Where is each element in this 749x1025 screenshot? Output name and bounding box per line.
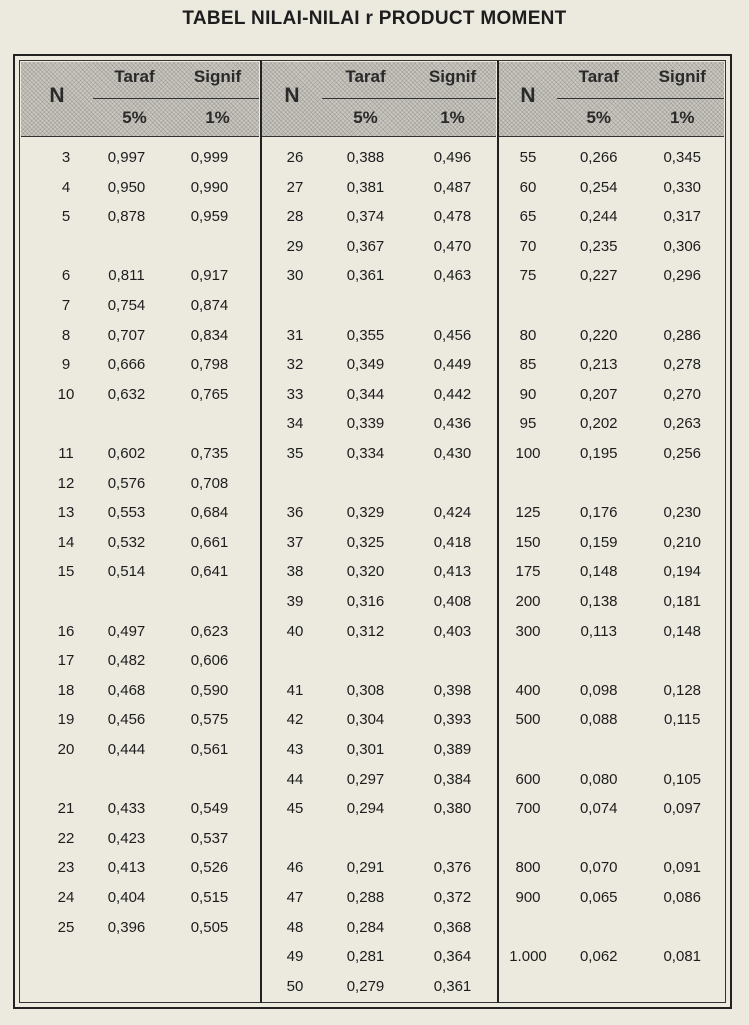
table-cell-1-percent: 0,361 [433, 977, 472, 995]
table-cell-5-percent: 0,074 [579, 800, 618, 818]
table-cell-n: 40 [286, 622, 304, 640]
header-5-percent: 5% [122, 108, 147, 127]
table-cell-5-percent: 0,444 [107, 741, 146, 758]
header-taraf: Taraf [578, 67, 619, 86]
table-cell-5-percent: 0,227 [579, 267, 618, 285]
table-cell-n: 25 [57, 918, 75, 936]
table-cell-1-percent: 0,364 [433, 948, 472, 966]
table-cell-1-percent: 0,368 [433, 918, 472, 936]
header-bottom-line [21, 136, 259, 137]
table-cell-5-percent: 0,329 [346, 504, 385, 522]
table-cell-1-percent: 0,641 [190, 563, 229, 581]
table-cell-n: 175 [515, 563, 541, 581]
table-cell-5-percent: 0,065 [579, 889, 618, 906]
table-cell-5-percent: 0,666 [107, 356, 146, 374]
table-cell-5-percent: 0,220 [579, 326, 618, 344]
table-cell-1-percent: 0,345 [663, 149, 702, 166]
table-cell-1-percent: 0,317 [663, 208, 702, 226]
table-cell-5-percent: 0,388 [346, 149, 385, 166]
table-cell-1-percent: 0,408 [433, 593, 472, 610]
table-cell-n: 75 [519, 267, 537, 285]
table-cell-5-percent: 0,207 [579, 385, 618, 403]
table-cell-1-percent: 0,380 [433, 800, 472, 818]
table-cell-1-percent: 0,148 [663, 622, 702, 640]
table-cell-1-percent: 0,515 [190, 889, 229, 906]
table-cell-1-percent: 0,735 [190, 445, 229, 462]
table-cell-n: 17 [57, 652, 75, 670]
table-cell-n: 500 [515, 711, 541, 729]
header-n: N [284, 84, 300, 107]
table-cell-n: 22 [57, 829, 75, 847]
table-cell-n: 90 [519, 385, 537, 403]
table-cell-5-percent: 0,213 [579, 356, 618, 374]
table-cell-n: 16 [57, 622, 75, 640]
table-cell-n: 32 [286, 356, 304, 374]
table-cell-1-percent: 0,917 [190, 267, 229, 285]
table-cell-n: 19 [57, 711, 75, 729]
table-cell-1-percent: 0,256 [663, 445, 702, 462]
table-cell-5-percent: 0,291 [346, 859, 385, 877]
table-cell-1-percent: 0,708 [190, 474, 229, 492]
table-cell-n: 30 [286, 267, 304, 285]
table-cell-5-percent: 0,195 [579, 445, 618, 462]
table-cell-n: 27 [286, 178, 304, 196]
table-cell-n: 1.000 [509, 948, 547, 966]
table-cell-n: 13 [57, 504, 75, 522]
table-cell-n: 400 [515, 681, 541, 699]
table-cell-5-percent: 0,088 [579, 711, 618, 729]
table-cell-n: 8 [61, 326, 71, 344]
table-cell-5-percent: 0,482 [107, 652, 146, 670]
table-cell-1-percent: 0,561 [190, 741, 229, 758]
table-cell-n: 44 [286, 770, 304, 788]
table-cell-1-percent: 0,086 [663, 889, 702, 906]
table-cell-1-percent: 0,306 [663, 237, 702, 255]
table-cell-1-percent: 0,487 [433, 178, 472, 196]
table-cell-5-percent: 0,254 [579, 178, 618, 196]
table-cell-n: 43 [286, 741, 304, 758]
table-cell-5-percent: 0,468 [107, 681, 146, 699]
table-cell-5-percent: 0,159 [579, 533, 618, 551]
table-cell-1-percent: 0,384 [433, 770, 472, 788]
table-cell-n: 34 [286, 415, 304, 433]
table-cell-5-percent: 0,113 [580, 622, 617, 640]
table-cell-n: 35 [286, 445, 304, 462]
table-cell-5-percent: 0,070 [579, 859, 618, 877]
table-cell-n: 23 [57, 859, 75, 877]
table-cell-n: 18 [57, 681, 75, 699]
table-cell-5-percent: 0,344 [346, 385, 385, 403]
header-5-percent: 5% [586, 108, 612, 127]
table-cell-1-percent: 0,798 [190, 356, 229, 374]
table-cell-5-percent: 0,279 [346, 977, 385, 995]
table-cell-5-percent: 0,950 [107, 178, 146, 196]
table-cell-5-percent: 0,266 [579, 149, 618, 166]
table-cell-5-percent: 0,244 [579, 208, 618, 226]
table-cell-n: 6 [61, 267, 71, 285]
table-cell-n: 50 [286, 977, 304, 995]
table-cell-n: 29 [286, 237, 304, 255]
table-cell-1-percent: 0,526 [190, 859, 229, 877]
table-cell-n: 12 [57, 474, 75, 492]
table-cell-n: 24 [57, 889, 75, 906]
table-cell-n: 47 [286, 889, 304, 906]
table-cell-n: 300 [515, 622, 541, 640]
table-cell-5-percent: 0,176 [579, 504, 618, 522]
table-cell-5-percent: 0,284 [346, 918, 385, 936]
table-cell-1-percent: 0,194 [663, 563, 702, 581]
table-cell-1-percent: 0,874 [190, 297, 229, 314]
header-bottom-line [262, 136, 496, 137]
table-cell-5-percent: 0,325 [346, 533, 385, 551]
table-cell-1-percent: 0,097 [663, 800, 702, 818]
table-cell-1-percent: 0,590 [190, 681, 229, 699]
table-cell-n: 11 [58, 445, 74, 462]
table-cell-n: 26 [286, 149, 304, 166]
table-cell-1-percent: 0,181 [663, 593, 702, 610]
header-5-percent: 5% [353, 108, 378, 127]
table-cell-5-percent: 0,381 [346, 178, 385, 196]
table-cell-n: 28 [286, 208, 304, 226]
table-cell-5-percent: 0,754 [107, 297, 146, 314]
table-cell-1-percent: 0,398 [433, 681, 472, 699]
header-divider [93, 98, 259, 99]
table-cell-5-percent: 0,288 [346, 889, 385, 906]
table-cell-1-percent: 0,449 [433, 356, 472, 374]
table-cell-n: 15 [57, 563, 75, 581]
table-cell-1-percent: 0,430 [433, 445, 472, 462]
table-cell-n: 42 [286, 711, 304, 729]
table-cell-5-percent: 0,811 [108, 267, 145, 285]
table-cell-1-percent: 0,834 [190, 326, 229, 344]
table-cell-5-percent: 0,312 [346, 622, 385, 640]
table-cell-1-percent: 0,661 [190, 533, 229, 551]
header-1-percent: 1% [205, 108, 230, 127]
header-n: N [49, 84, 65, 107]
header-taraf: Taraf [345, 67, 386, 86]
table-cell-1-percent: 0,549 [190, 800, 229, 818]
header-1-percent: 1% [669, 108, 695, 127]
table-cell-5-percent: 0,301 [346, 741, 385, 758]
table-cell-n: 48 [286, 918, 304, 936]
table-cell-1-percent: 0,296 [663, 267, 702, 285]
table-cell-n: 21 [57, 800, 75, 818]
table-cell-n: 800 [515, 859, 541, 877]
table-cell-5-percent: 0,320 [346, 563, 385, 581]
header-bottom-line [499, 136, 724, 137]
table-cell-n: 55 [519, 149, 537, 166]
table-cell-1-percent: 0,463 [433, 267, 472, 285]
table-cell-n: 39 [286, 593, 304, 610]
table-cell-1-percent: 0,372 [433, 889, 472, 906]
table-cell-1-percent: 0,999 [190, 149, 229, 166]
table-cell-5-percent: 0,602 [107, 445, 146, 462]
header-divider [557, 98, 724, 99]
table-cell-1-percent: 0,330 [663, 178, 702, 196]
table-cell-1-percent: 0,389 [433, 741, 472, 758]
table-cell-5-percent: 0,294 [346, 800, 385, 818]
table-cell-5-percent: 0,423 [107, 829, 146, 847]
table-cell-n: 33 [286, 385, 304, 403]
table-cell-1-percent: 0,115 [664, 711, 701, 729]
table-cell-n: 7 [61, 297, 71, 314]
table-cell-1-percent: 0,105 [663, 770, 702, 788]
table-cell-n: 5 [61, 208, 71, 226]
table-cell-1-percent: 0,278 [663, 356, 702, 374]
table-cell-n: 900 [515, 889, 541, 906]
table-cell-n: 20 [57, 741, 75, 758]
table-cell-1-percent: 0,684 [190, 504, 229, 522]
table-cell-5-percent: 0,281 [346, 948, 385, 966]
table-cell-n: 41 [286, 681, 304, 699]
table-cell-5-percent: 0,355 [346, 326, 385, 344]
table-cell-n: 9 [61, 356, 71, 374]
table-cell-1-percent: 0,959 [190, 208, 229, 226]
table-cell-5-percent: 0,138 [579, 593, 618, 610]
table-cell-1-percent: 0,393 [433, 711, 472, 729]
table-cell-n: 31 [286, 326, 304, 344]
table-cell-5-percent: 0,433 [107, 800, 146, 818]
table-cell-5-percent: 0,339 [346, 415, 385, 433]
table-cell-5-percent: 0,202 [579, 415, 618, 433]
table-cell-n: 49 [286, 948, 304, 966]
table-cell-5-percent: 0,532 [107, 533, 146, 551]
table-cell-5-percent: 0,413 [107, 859, 146, 877]
table-cell-n: 200 [515, 593, 541, 610]
table-cell-5-percent: 0,062 [579, 948, 618, 966]
table-cell-1-percent: 0,537 [190, 829, 229, 847]
table-cell-1-percent: 0,376 [433, 859, 472, 877]
table-cell-5-percent: 0,497 [107, 622, 146, 640]
table-cell-1-percent: 0,413 [433, 563, 472, 581]
table-cell-5-percent: 0,632 [107, 385, 146, 403]
table-cell-1-percent: 0,091 [663, 859, 702, 877]
table-cell-5-percent: 0,707 [107, 326, 146, 344]
table-cell-5-percent: 0,404 [107, 889, 146, 906]
table-cell-5-percent: 0,553 [107, 504, 146, 522]
table-cell-5-percent: 0,316 [346, 593, 385, 610]
table-cell-n: 14 [57, 533, 75, 551]
table-cell-1-percent: 0,470 [433, 237, 472, 255]
table-cell-n: 80 [519, 326, 537, 344]
table-cell-5-percent: 0,080 [579, 770, 618, 788]
table-cell-1-percent: 0,990 [190, 178, 229, 196]
table-cell-1-percent: 0,128 [663, 681, 702, 699]
table-cell-1-percent: 0,505 [190, 918, 229, 936]
table-cell-5-percent: 0,878 [107, 208, 146, 226]
table-cell-5-percent: 0,349 [346, 356, 385, 374]
header-n: N [520, 84, 536, 107]
header-signif: Signif [193, 67, 242, 86]
table-cell-n: 150 [515, 533, 541, 551]
table-cell-n: 85 [519, 356, 537, 374]
table-cell-5-percent: 0,997 [107, 149, 146, 166]
table-cell-5-percent: 0,297 [346, 770, 385, 788]
table-cell-5-percent: 0,361 [346, 267, 385, 285]
table-cell-1-percent: 0,606 [190, 652, 229, 670]
table-cell-5-percent: 0,456 [107, 711, 146, 729]
table-cell-5-percent: 0,098 [579, 681, 618, 699]
table-cell-1-percent: 0,623 [190, 622, 229, 640]
table-cell-1-percent: 0,418 [433, 533, 472, 551]
table-cell-n: 45 [286, 800, 304, 818]
table-cell-1-percent: 0,478 [433, 208, 472, 226]
header-1-percent: 1% [440, 108, 465, 127]
table-cell-n: 37 [286, 533, 304, 551]
table-cell-n: 36 [286, 504, 304, 522]
header-signif: Signif [658, 67, 706, 86]
table-cell-5-percent: 0,308 [346, 681, 385, 699]
header-divider [322, 98, 496, 99]
table-cell-n: 38 [286, 563, 304, 581]
column-group-divider [497, 60, 499, 1003]
table-cell-1-percent: 0,230 [663, 504, 702, 522]
table-cell-5-percent: 0,396 [107, 918, 146, 936]
table-cell-n: 3 [61, 149, 71, 166]
table-cell-n: 10 [57, 385, 75, 403]
table-cell-n: 95 [519, 415, 537, 433]
table-cell-1-percent: 0,424 [433, 504, 472, 522]
table-cell-1-percent: 0,263 [663, 415, 702, 433]
table-cell-5-percent: 0,235 [579, 237, 618, 255]
table-cell-n: 60 [519, 178, 537, 196]
table-cell-1-percent: 0,210 [663, 533, 702, 551]
table-cell-n: 700 [515, 800, 541, 818]
table-cell-1-percent: 0,081 [663, 948, 702, 966]
table-cell-n: 125 [515, 504, 541, 522]
table-cell-n: 65 [519, 208, 537, 226]
table-cell-1-percent: 0,456 [433, 326, 472, 344]
table-cell-1-percent: 0,765 [190, 385, 229, 403]
table-cell-5-percent: 0,514 [107, 563, 146, 581]
header-taraf: Taraf [114, 67, 155, 86]
table-cell-1-percent: 0,575 [190, 711, 229, 729]
table-cell-5-percent: 0,304 [346, 711, 385, 729]
header-signif: Signif [428, 67, 477, 86]
table-cell-5-percent: 0,374 [346, 208, 385, 226]
table-cell-1-percent: 0,496 [433, 149, 472, 166]
table-cell-1-percent: 0,286 [663, 326, 702, 344]
table-cell-n: 4 [61, 178, 71, 196]
table-cell-1-percent: 0,270 [663, 385, 702, 403]
table-cell-1-percent: 0,442 [433, 385, 472, 403]
table-cell-1-percent: 0,403 [433, 622, 472, 640]
column-group-divider [260, 60, 262, 1003]
table-cell-n: 70 [519, 237, 537, 255]
table-cell-n: 600 [515, 770, 541, 788]
table-cell-5-percent: 0,334 [346, 445, 385, 462]
table-cell-1-percent: 0,436 [433, 415, 472, 433]
table-cell-n: 46 [286, 859, 304, 877]
table-cell-n: 100 [515, 445, 541, 462]
table-cell-5-percent: 0,367 [346, 237, 385, 255]
table-cell-5-percent: 0,148 [579, 563, 618, 581]
page-title: TABEL NILAI-NILAI r PRODUCT MOMENT [182, 8, 567, 29]
table-cell-5-percent: 0,576 [107, 474, 146, 492]
